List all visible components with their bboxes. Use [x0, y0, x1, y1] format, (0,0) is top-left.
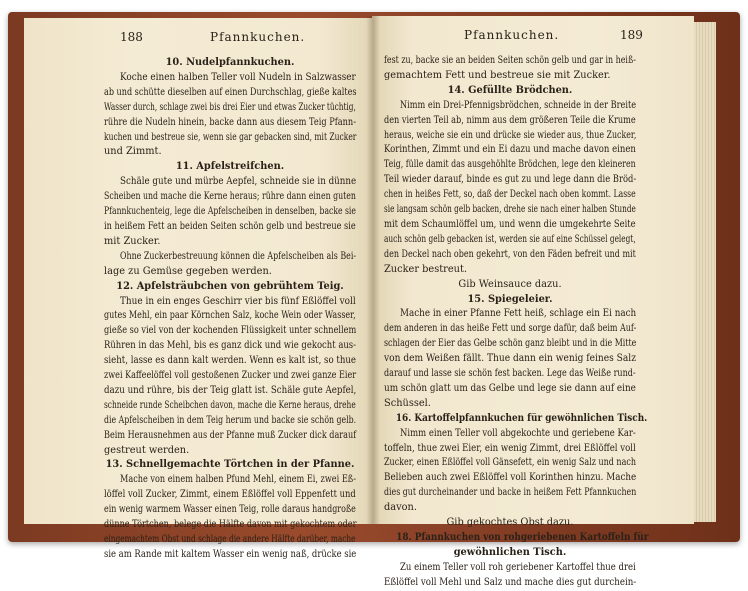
recipe-heading: 12. Apfelsträubchen von gebrühtem Teig.: [116, 280, 344, 292]
text-line: fest zu, backe sie an beiden Seiten schön gelb und gar in heiß-: [384, 55, 636, 66]
text-line: Belieben auch zwei Eßlöffel voll Korinthen hinzu. Mache: [384, 472, 637, 484]
text-line: Eßlöffel voll Mehl und Salz und mache dies gut durchein-: [384, 576, 637, 588]
right-page-number: 189: [620, 28, 643, 42]
text-line: den vierten Teil ab, nimm aus dem größeren Teile die Krume: [384, 114, 636, 126]
text-line: Schüssel.: [384, 397, 431, 409]
text-line: Mache von einem halben Pfund Mehl, einem Ei, zwei Eß-: [120, 474, 356, 486]
text-line: darauf und lasse sie schön fest backen. Lege das Weiße rund-: [384, 368, 636, 380]
text-line: Korinthen, Zimmt und ein Ei dazu und mache davon einen: [384, 144, 636, 156]
text-line: sie am Rande mit kaltem Wasser ein wenig naß, drücke sie: [104, 548, 357, 560]
text-line: mit dem Schaumlöffel um, und wenn die umgekehrte Seite: [384, 218, 636, 230]
text-line: auch schön gelb gebacken ist, werden sie auf eine Schüssel gelegt,: [384, 233, 636, 245]
text-line: Gib gekochtes Obst dazu.: [446, 517, 574, 529]
text-line: ab und schütte dieselben auf einen Durchschlag, gieße kaltes: [104, 86, 357, 98]
right-running-head: Pfannkuchen.: [464, 28, 560, 42]
text-line: Mache in einer Pfanne Fett heiß, schlage ein Ei nach: [400, 308, 637, 320]
right-text-column: [384, 54, 649, 591]
left-running-head: Pfannkuchen.: [210, 30, 306, 44]
text-line: chen in heißes Fett, so, daß der Deckel nach oben kommt. Lasse: [384, 189, 636, 201]
recipe-heading: 16. Kartoffelpfannkuchen für gewöhnlichen Tisch.: [395, 412, 648, 424]
text-line: und Zimmt.: [104, 146, 162, 158]
text-line: Koche einen halben Teller voll Nudeln in Salzwasser: [120, 71, 356, 83]
text-line: Nimm einen Teller voll abgekochte und geriebene Kar-: [400, 427, 636, 439]
text-line: löffel voll Zucker, Zimmt, einem Eßlöffel voll Eppenfett und: [104, 489, 356, 501]
text-line: dünne Törtchen, belege die Hälfte davon mit gekochtem oder: [104, 519, 357, 531]
recipe-heading: 15. Spiegeleier.: [467, 293, 553, 305]
text-line: Wasser durch, schlage zwei bis drei Eier und etwas Zucker tüchtig,: [104, 101, 356, 113]
recipe-heading: 18. Pfannkuchen von rohgeriebenen Kartoffeln für: [396, 532, 649, 543]
recipe-heading: 14. Gefüllte Brödchen.: [447, 84, 573, 96]
text-line: Nimm ein Drei-Pfennigsbrödchen, schneide in der Breite: [400, 99, 637, 111]
text-line: Thue in ein enges Geschirr vier bis fünf Eßlöffel voll: [120, 295, 356, 307]
text-line: dem anderen in das heiße Fett und sorge dafür, daß beim Auf-: [384, 323, 637, 335]
text-line: sieht, lasse es dann kalt werden. Wenn es kalt ist, so thue: [104, 355, 357, 367]
text-line: lage zu Gemüse gegeben werden.: [104, 265, 272, 277]
text-line: Pfannkuchenteig, lege die Apfelscheiben in denselben, backe sie: [104, 206, 356, 218]
text-line: kuchen und bestreue sie, wenn sie gar gebacken sind, mit Zucker: [104, 131, 357, 143]
page-edges: [694, 22, 716, 522]
text-line: Gib Weinsauce dazu.: [458, 278, 562, 290]
text-line: die Apfelscheiben in dem Teig herum und backe sie schön gelb.: [104, 414, 357, 426]
text-line: schlagen der Eier das Gelbe schön ganz bleibt und in die Mitte: [384, 338, 637, 350]
text-line: Teig, fülle damit das ausgehöhlte Brödchen, lege den kleineren: [384, 159, 636, 171]
recipe-heading: gewöhnlichen Tisch.: [453, 546, 567, 558]
text-line: Zucker, einen Eßlöffel voll Gänsefett, ein wenig Salz und nach: [384, 457, 636, 469]
text-line: mit Zucker.: [104, 235, 161, 247]
left-page-number: 188: [120, 30, 143, 44]
text-line: dies gut durcheinander und backe in heißem Fett Pfannkuchen: [384, 487, 637, 499]
text-line: Scheiben und mache die Kerne heraus; rühre dann einen guten: [104, 191, 356, 203]
text-line: Zucker bestreut.: [384, 263, 468, 275]
left-text-column: [104, 56, 356, 563]
text-line: Schäle gute und mürbe Aepfel, schneide sie in dünne: [120, 176, 357, 188]
text-line: zwei Kaffeelöffel voll gestoßenen Zucker und zwei ganze Eier: [104, 370, 357, 382]
text-line: gutes Mehl, ein paar Körnchen Salz, koche Wein oder Wasser,: [104, 310, 356, 322]
recipe-heading: 10. Nudelpfannkuchen.: [165, 57, 295, 68]
text-line: von dem Weißen fällt. Thue dann ein wenig feines Salz: [384, 353, 637, 365]
text-line: davon.: [384, 502, 417, 514]
text-line: den Deckel nach oben gekehrt, von den Fäden befreit und mit: [384, 248, 636, 260]
left-page: [24, 18, 372, 560]
book-gutter: [366, 16, 380, 524]
text-line: rühre die Nudeln hinein, backe dann aus diesem Teig Pfann-: [104, 116, 356, 128]
right-page: [372, 16, 694, 588]
text-line: gestreut werden.: [104, 444, 190, 456]
text-line: ein wenig warmem Wasser einen Teig, rolle daraus handgroße: [104, 504, 356, 516]
text-line: Zu einem Teller voll roh geriebener Kartoffel thue drei: [400, 561, 636, 573]
text-line: toffeln, thue zwei Eier, ein wenig Zimmt, drei Eßlöffel voll: [384, 442, 636, 454]
recipe-heading: 13. Schnellgemachte Törtchen in der Pfanne.: [105, 459, 355, 471]
text-line: gemachtem Fett und bestreue sie mit Zucker.: [384, 69, 611, 81]
text-line: Ohne Zuckerbestreuung können die Apfelscheiben als Bei-: [120, 250, 357, 262]
text-line: gieße so viel von der kochenden Flüssigkeit unter schnellem: [104, 325, 357, 337]
text-line: heraus, weiche sie ein und drücke sie wieder aus, thue Zucker,: [384, 129, 637, 141]
text-line: sie langsam schön gelb backen, drehe sie nach einer halben Stunde: [384, 204, 636, 216]
text-line: Teil wieder darauf, binde es gut zu und lege dann die Bröd-: [384, 174, 637, 186]
text-line: schneide runde Scheibchen davon, mache die Kerne heraus, drehe: [104, 399, 356, 411]
text-line: in heißem Fett an beiden Seiten schön gelb und bestreue sie: [104, 220, 356, 232]
text-line: eingemachtem Obst und schlage die andere Hälfte darüber, mache: [104, 534, 356, 545]
text-line: um schön glatt um das Gelbe und lege sie dann auf eine: [384, 382, 636, 394]
text-line: Rühren in das Mehl, bis es ganz dick und wie gekocht aus-: [104, 340, 357, 352]
text-line: dazu und rühre, bis der Teig glatt ist. Schäle gute Aepfel,: [104, 384, 357, 396]
text-line: Beim Herausnehmen aus der Pfanne muß Zucker dick darauf: [104, 429, 357, 441]
recipe-heading: 11. Apfelstreifchen.: [175, 161, 285, 173]
